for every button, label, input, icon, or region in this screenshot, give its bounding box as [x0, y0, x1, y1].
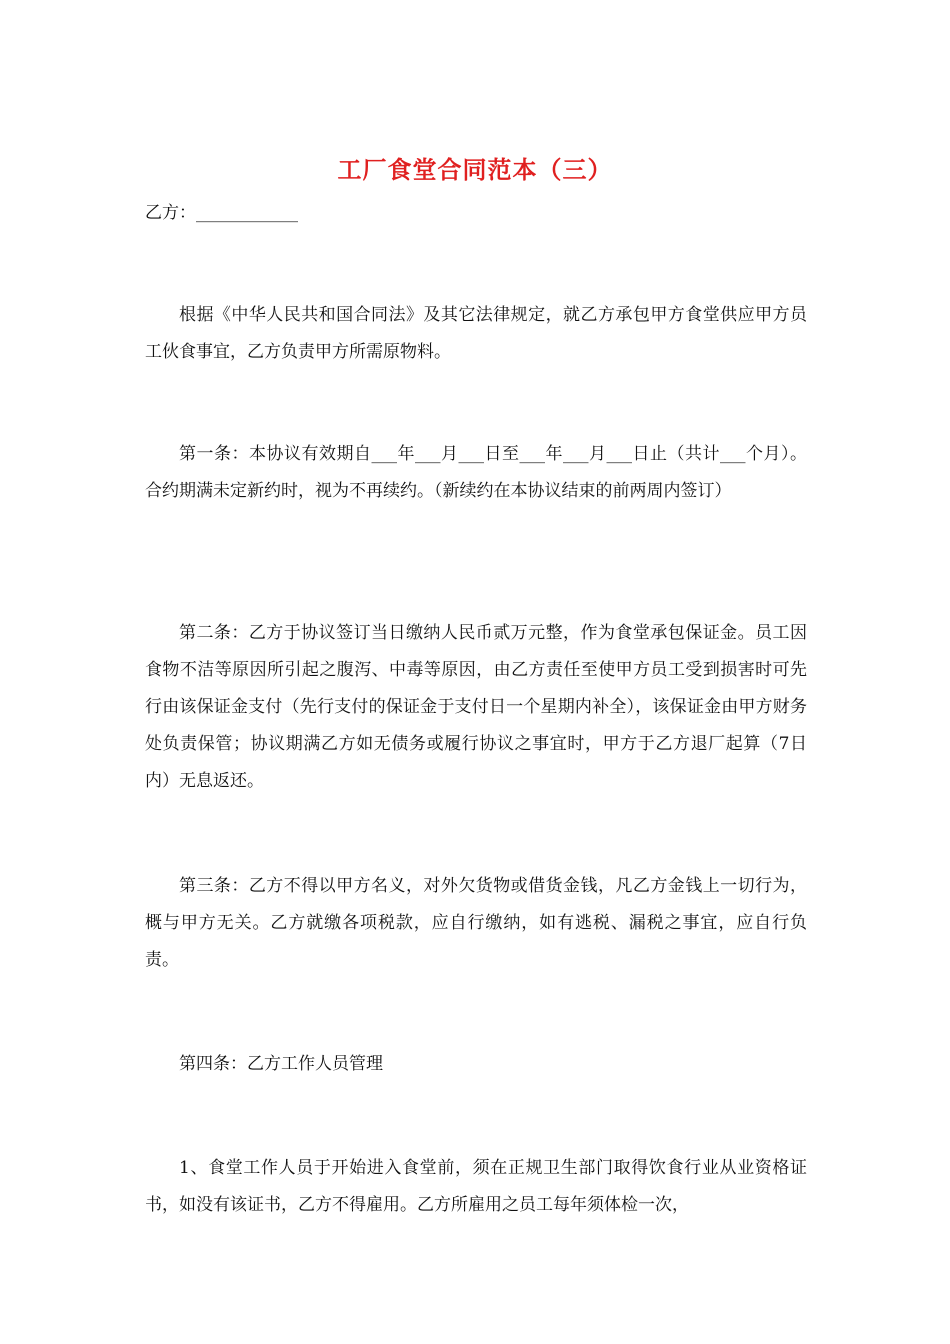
- paragraph-article-1: 第一条：本协议有效期自___年___月___日至___年___月___日止（共计___个月）。合约期满未定新约时，视为不再续约。（新续约在本协议结束的前两周内签订）: [145, 444, 807, 501]
- paragraph-preamble: 根据《中华人民共和国合同法》及其它法律规定，就乙方承包甲方食堂供应甲方员工伙食事宜，乙方负责甲方所需原物料。: [145, 305, 807, 362]
- paragraph-article-4-heading: 第四条：乙方工作人员管理: [179, 1054, 383, 1074]
- paragraph-article-3: 第三条：乙方不得以甲方名义，对外欠货物或借货金钱，凡乙方金钱上一切行为，概与甲方无关。乙方就缴各项税款，应自行缴纳，如有逃税、漏税之事宜，应自行负责。: [145, 876, 807, 970]
- paragraph-article-4-item-1: 1、食堂工作人员于开始进入食堂前，须在正规卫生部门取得饮食行业从业资格证书，如没有该证书，乙方不得雇用。乙方所雇用之员工每年须体检一次，: [145, 1158, 807, 1215]
- document-title: 工厂食堂合同范本（三）: [337, 155, 613, 184]
- paragraph-article-2: 第二条：乙方于协议签订当日缴纳人民币贰万元整，作为食堂承包保证金。员工因食物不洁等原因所引起之腹泻、中毒等原因，由乙方责任至使甲方员工受到损害时可先行由该保证金支付（先行支付的保证金于支付日一个星期内补全），该保证金由甲方财务处负责保管；协议期满乙方如无债务或履行协议之事宜时，甲方于乙方退厂起算（7日内）无息返还。: [145, 623, 807, 791]
- party-b-line: 乙方：____________: [145, 203, 298, 223]
